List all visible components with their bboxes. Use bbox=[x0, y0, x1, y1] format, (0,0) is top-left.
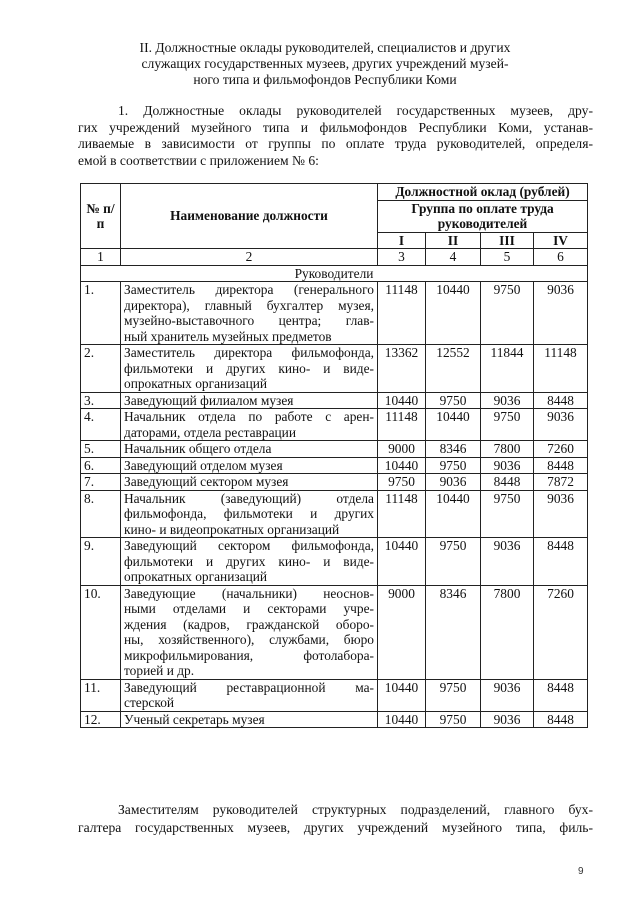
position-name-line: Начальник общего отдела bbox=[124, 441, 272, 456]
section-label: Руководители bbox=[81, 265, 588, 282]
salary-group-3: 7800 bbox=[481, 585, 534, 679]
salary-group-4: 11148 bbox=[534, 345, 588, 393]
salary-group-4: 7260 bbox=[534, 585, 588, 679]
position-name bbox=[121, 441, 378, 458]
intro-line: ливаемые в зависимости от группы по оплате труда руководителей, определя- bbox=[78, 136, 593, 151]
position-name bbox=[121, 711, 378, 728]
row-number: 10. bbox=[81, 585, 121, 679]
salary-group-3: 9750 bbox=[481, 490, 534, 538]
position-name-line: кино- и видеопрокатных организаций bbox=[124, 521, 340, 537]
column-index: 4 bbox=[426, 249, 481, 266]
salary-group-1: 10440 bbox=[378, 538, 426, 586]
position-name bbox=[121, 679, 378, 711]
table-row bbox=[81, 457, 588, 474]
salary-group-4: 8448 bbox=[534, 679, 588, 711]
table-row bbox=[81, 345, 588, 393]
salary-group-3: 9036 bbox=[481, 538, 534, 586]
column-index-row bbox=[81, 249, 588, 266]
row-number: 8. bbox=[81, 490, 121, 538]
salary-group-2: 12552 bbox=[426, 345, 481, 393]
salary-group-1: 13362 bbox=[378, 345, 426, 393]
header-salary: Должностной оклад (рублей) bbox=[378, 184, 588, 201]
salary-group-1: 9000 bbox=[378, 585, 426, 679]
position-name-line: ны, хозяйственного), службами, бюро bbox=[124, 632, 374, 647]
row-number: 2. bbox=[81, 345, 121, 393]
row-number: 1. bbox=[81, 282, 121, 345]
position-name-line: опрокатных организаций bbox=[124, 569, 268, 584]
row-number: 9. bbox=[81, 538, 121, 586]
salary-group-3: 9750 bbox=[481, 409, 534, 441]
column-index: 3 bbox=[378, 249, 426, 266]
row-number: 12. bbox=[81, 711, 121, 728]
salary-group-2: 9750 bbox=[426, 711, 481, 728]
salary-group-3: 11844 bbox=[481, 345, 534, 393]
salary-group-2: 8346 bbox=[426, 441, 481, 458]
salary-group-1: 10440 bbox=[378, 711, 426, 728]
position-name bbox=[121, 409, 378, 441]
table-row bbox=[81, 585, 588, 679]
header-name: Наименование должности bbox=[121, 184, 378, 249]
intro-line: гих учреждений музейного типа и фильмофондов Республики Коми, устанав- bbox=[78, 119, 593, 135]
position-name-line: Ученый секретарь музея bbox=[124, 711, 265, 727]
salary-group-4: 8448 bbox=[534, 711, 588, 728]
header-group-4: IV bbox=[534, 232, 588, 249]
section-title-line: ного типа и фильмофондов Республики Коми bbox=[193, 72, 457, 87]
salary-table bbox=[80, 183, 588, 728]
table-row bbox=[81, 392, 588, 409]
position-name-line: Заведующий сектором музея bbox=[124, 474, 289, 489]
salary-group-3: 9036 bbox=[481, 679, 534, 711]
table-row bbox=[81, 282, 588, 345]
table-row bbox=[81, 538, 588, 586]
salary-group-3: 9036 bbox=[481, 711, 534, 728]
footer-paragraph bbox=[78, 801, 593, 837]
section-title-line: II. Должностные оклады руководителей, специалистов и других bbox=[139, 40, 511, 55]
salary-group-3: 9036 bbox=[481, 392, 534, 409]
position-name-line: Заведующие (начальники) неоснов- bbox=[124, 585, 374, 601]
position-name-line: Начальник (заведующий) отдела bbox=[124, 490, 374, 506]
position-name-line: фильмотеки и других кино- и виде- bbox=[124, 553, 374, 569]
salary-group-4: 9036 bbox=[534, 490, 588, 538]
row-number: 4. bbox=[81, 409, 121, 441]
table-row bbox=[81, 679, 588, 711]
salary-group-3: 8448 bbox=[481, 474, 534, 491]
salary-group-2: 9750 bbox=[426, 457, 481, 474]
position-name-line: Заместитель директора (генерального bbox=[124, 282, 374, 297]
salary-group-1: 11148 bbox=[378, 282, 426, 345]
position-name-line: торией и др. bbox=[124, 663, 195, 678]
table-row bbox=[81, 490, 588, 538]
position-name bbox=[121, 345, 378, 393]
position-name-line: стерской bbox=[124, 695, 175, 710]
header-group-2: II bbox=[426, 232, 481, 249]
salary-group-1: 11148 bbox=[378, 490, 426, 538]
header-group-1: I bbox=[378, 232, 426, 249]
salary-group-2: 9750 bbox=[426, 679, 481, 711]
salary-group-3: 9036 bbox=[481, 457, 534, 474]
position-name bbox=[121, 585, 378, 679]
salary-group-1: 11148 bbox=[378, 409, 426, 441]
position-name-line: фильмофонда, фильмотеки и других bbox=[124, 506, 374, 521]
position-name-line: музейно-выставочного центра; глав- bbox=[124, 313, 374, 328]
position-name-line: Заместитель директора фильмофонда, bbox=[124, 345, 374, 360]
salary-group-4: 8448 bbox=[534, 457, 588, 474]
section-row bbox=[81, 265, 588, 282]
intro-line: 1. Должностные оклады руководителей государственных музеев, дру- bbox=[118, 103, 593, 118]
position-name bbox=[121, 490, 378, 538]
position-name bbox=[121, 457, 378, 474]
position-name-line: микрофильмирования, фотолабора- bbox=[124, 647, 374, 663]
section-title bbox=[90, 40, 560, 88]
header-num: № п/п bbox=[81, 184, 121, 249]
position-name bbox=[121, 474, 378, 491]
salary-group-1: 10440 bbox=[378, 457, 426, 474]
position-name-line: фильмотеки и других кино- и виде- bbox=[124, 360, 374, 376]
salary-group-1: 9000 bbox=[378, 441, 426, 458]
intro-paragraph bbox=[78, 103, 593, 169]
salary-group-4: 7260 bbox=[534, 441, 588, 458]
salary-group-2: 9750 bbox=[426, 538, 481, 586]
salary-group-3: 9750 bbox=[481, 282, 534, 345]
table-row bbox=[81, 474, 588, 491]
position-name-line: Заведующий сектором фильмофонда, bbox=[124, 538, 374, 553]
intro-line: емой в соответствии с приложением № 6: bbox=[78, 152, 319, 168]
position-name-line: опрокатных организаций bbox=[124, 376, 268, 391]
table-row bbox=[81, 711, 588, 728]
row-number: 6. bbox=[81, 457, 121, 474]
salary-group-1: 10440 bbox=[378, 679, 426, 711]
salary-group-2: 10440 bbox=[426, 409, 481, 441]
column-index: 2 bbox=[121, 249, 378, 266]
column-index: 5 bbox=[481, 249, 534, 266]
position-name-line: Заведующий реставрационной ма- bbox=[124, 679, 374, 695]
salary-group-2: 8346 bbox=[426, 585, 481, 679]
salary-group-4: 8448 bbox=[534, 538, 588, 586]
salary-group-4: 9036 bbox=[534, 409, 588, 441]
salary-group-3: 7800 bbox=[481, 441, 534, 458]
salary-group-2: 9036 bbox=[426, 474, 481, 491]
position-name-line: ждения (кадров, гражданской оборо- bbox=[124, 616, 374, 632]
salary-group-4: 7872 bbox=[534, 474, 588, 491]
position-name-line: Заведующий филиалом музея bbox=[124, 392, 294, 408]
table-row bbox=[81, 441, 588, 458]
footer-line: Заместителям руководителей структурных подразделений, главного бух- bbox=[118, 802, 593, 817]
header-group-3: III bbox=[481, 232, 534, 249]
header-group: Группа по оплате труда руководителей bbox=[378, 200, 588, 232]
salary-group-2: 10440 bbox=[426, 282, 481, 345]
row-number: 11. bbox=[81, 679, 121, 711]
salary-group-1: 10440 bbox=[378, 392, 426, 409]
position-name-line: ный хранитель музейных предметов bbox=[124, 328, 332, 344]
salary-group-4: 8448 bbox=[534, 392, 588, 409]
position-name bbox=[121, 392, 378, 409]
salary-group-2: 10440 bbox=[426, 490, 481, 538]
salary-group-4: 9036 bbox=[534, 282, 588, 345]
page-number: 9 bbox=[578, 866, 584, 877]
salary-group-1: 9750 bbox=[378, 474, 426, 491]
position-name bbox=[121, 538, 378, 586]
row-number: 5. bbox=[81, 441, 121, 458]
position-name-line: ными отделами и секторами учре- bbox=[124, 601, 374, 616]
position-name-line: Заведующий отделом музея bbox=[124, 457, 283, 473]
section-title-line: служащих государственных музеев, других учреждений музей- bbox=[141, 56, 509, 71]
row-number: 3. bbox=[81, 392, 121, 409]
position-name bbox=[121, 282, 378, 345]
column-index: 6 bbox=[534, 249, 588, 266]
position-name-line: директора), главный бухгалтер музея, bbox=[124, 297, 374, 313]
row-number: 7. bbox=[81, 474, 121, 491]
salary-group-2: 9750 bbox=[426, 392, 481, 409]
position-name-line: даторами, отдела реставрации bbox=[124, 424, 297, 440]
table-row bbox=[81, 409, 588, 441]
position-name-line: Начальник отдела по работе с арен- bbox=[124, 409, 374, 424]
footer-line: галтера государственных музеев, других учреждений музейного типа, филь- bbox=[78, 820, 593, 835]
column-index: 1 bbox=[81, 249, 121, 266]
